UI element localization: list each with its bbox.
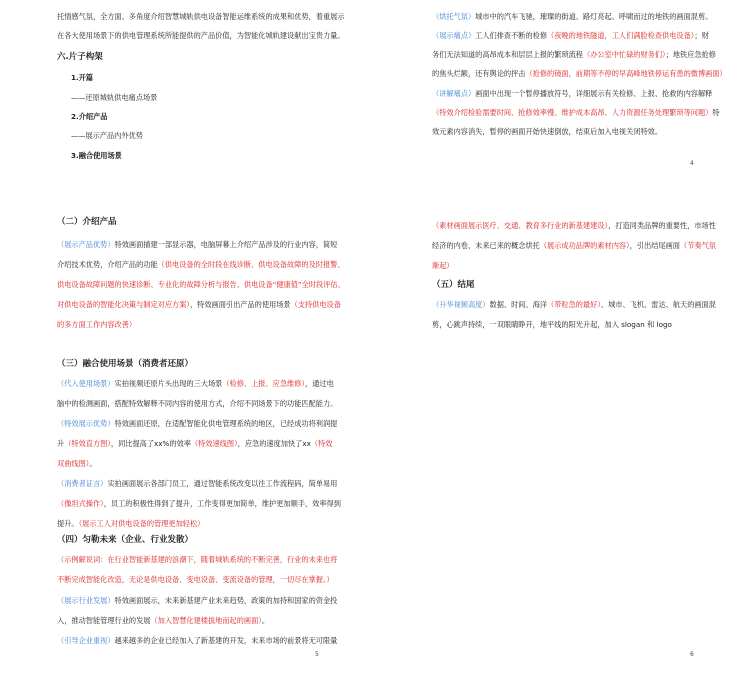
- page-number: 4: [690, 160, 694, 167]
- paragraph-line: （烘托气氛）城市中的汽车飞驰，璀璨的街道、路灯亮起、呼啸而过的地铁的画面混剪。: [432, 12, 713, 21]
- paragraph-line: （引导企业重视）越来越多的企业已经加入了新基建的开发，未来市场的前景将无可限量: [57, 636, 338, 645]
- paragraph-line: 剪，心跳声持续，一双眼睛睁开，地平线的阳光升起，加入 slogan 和 logo: [432, 320, 672, 329]
- paragraph-line: 不断完成智能化改造，无论是供电设备、变电设备、变流设备的管理，一切尽在掌握。）: [57, 575, 334, 584]
- page-3-tail: [0, 0, 375, 175]
- outline-desc: ——展示产品内外优势: [71, 131, 143, 140]
- paragraph-line: 介绍技术优势，介绍产品的功能（供电设备的全时段在线诊断、供电设备故障的及时报警、: [57, 260, 345, 269]
- paragraph-line: 双曲线图）。: [57, 459, 97, 468]
- outline-desc: ——还原城轨供电痛点场景: [71, 93, 158, 102]
- paragraph-line: 提升。（展示工人对供电设备的管理更加轻松）: [57, 519, 205, 528]
- section-heading: （三）融合使用场景（消费者还原）: [57, 359, 194, 369]
- page-number: 6: [690, 651, 694, 658]
- page-number: 5: [315, 651, 319, 658]
- paragraph-line: 升（特效直方图），同比提高了xx%的效率（特效速线图），应急的速度加快了xx（特效: [57, 439, 333, 448]
- paragraph-line: 脑中的检测画面，搭配特效解释不同内容的使用方式，介绍不同场景下的功能匹配能力。: [57, 399, 338, 408]
- paragraph-line: （像坦式操作），员工的积极性得到了提升，工作变得更加简单，维护更加顺手，效率得到: [57, 499, 341, 508]
- paragraph-line: （特效展示优势）特效画面还原，在适配智能化供电管理系统的地区，已经成功将利润提: [57, 419, 338, 428]
- paragraph-line: 入，推动智能管理行业的发展（加入智慧化建楼拔地而起的画面）。: [57, 616, 270, 625]
- paragraph-line: （展示痛点）工人们排查不断的检修（夜晚的地铁隧道，工人们满脸检查供电设备）；财: [432, 31, 709, 40]
- section-heading: （二）介绍产品: [57, 217, 117, 227]
- paragraph-line: （讲解痛点）画面中出现一个暂停播放符号，详细展示有关检修、上报、抢救的内容解释: [432, 89, 713, 98]
- section-heading: （四）匀勒未来（企业、行业发散）: [57, 535, 194, 545]
- paragraph-line: （消费者证言）实拍画面展示各部门员工，通过智能系统改变以往工作流程码，简单易用: [57, 479, 338, 488]
- paragraph-line: 对供电设备的智能化决策与制定对应方案），特效画面引出产品的使用场景（支持供电设备: [57, 300, 341, 309]
- section-heading: 六.片子构架: [57, 52, 103, 62]
- paragraph-line: （升华视频高度）数据、时间、海洋（带粒急的最好）、城市、飞机、雷达、航天的画面混: [432, 300, 716, 309]
- paragraph-line: 效元素内容消失，暂停的画面开始快速倒放，结束后加入电视关闭特效。: [432, 127, 663, 136]
- paragraph-line: （展示产品优势）特效画面描建一部显示器，电脑屏幕上介绍产品涉及的行业内容，简短: [57, 240, 338, 249]
- paragraph-line: 渐起）: [432, 261, 454, 270]
- paragraph-line: （展示行业发展）特效画面展示，未来新基建产业未来趋势，政策的加持和国家的资金投: [57, 596, 338, 605]
- section-heading: （五）结尾: [432, 280, 475, 290]
- page-4-tail: [375, 0, 750, 175]
- paragraph-line: （代入使用场景）实拍视频还原片头出现的三大场景（检修、上报、应急维修），通过电: [57, 379, 334, 388]
- outline-item: 2.介绍产品: [71, 112, 108, 121]
- paragraph-line: 务们无法知道的高昂成本和层层上报的繁琐流程（办公室中忙碌的财务们）；地铁应急抢修: [432, 50, 716, 59]
- page-6: [375, 205, 750, 699]
- paragraph-line: （特效介绍检验需要时间、抢修效率慢、维护成本高昂、人力资源任务处理繁琐等问题）特: [432, 108, 720, 117]
- paragraph-line: 的多方面工作内容改善）: [57, 320, 137, 329]
- body-text: 托情感气氛，全方面、多角度介绍智慧城轨供电设备智能运维系统的成果和优势，着重展示: [57, 12, 345, 21]
- paragraph-line: 供电设备故障问题的快速诊断、专业化的故障分析与报告、供电设备“健康值”全时段评估、: [57, 280, 345, 289]
- paragraph-line: 的焦头烂额，还有舆论的抨击（抢修的镜面，前期等不停的早高峰地铁停运有患的微博画面）: [432, 69, 727, 78]
- paragraph-line: （素材画面展示医疗、交通、教育多行业的新基建建设），打造同类品牌的重要性，市场性: [432, 221, 716, 230]
- paragraph-line: （示例解说词：在行业智能新基建的浪潮下，随着城轨系统的不断完善，行业的未来也将: [57, 555, 338, 564]
- paragraph-line: 经济的内卷，未来已来的概念烘托（展示成功品牌的素材内容），引出结尾画面（节奏气氛: [432, 241, 716, 250]
- outline-item: 3.融合使用场景: [71, 151, 122, 160]
- body-text: 在各大使用场景下的供电管理系统所能提供的产品价值，为智能化城轨建设献出宝贵力量。: [57, 31, 345, 40]
- page-5: [0, 205, 375, 699]
- outline-item: 1.开篇: [71, 73, 94, 82]
